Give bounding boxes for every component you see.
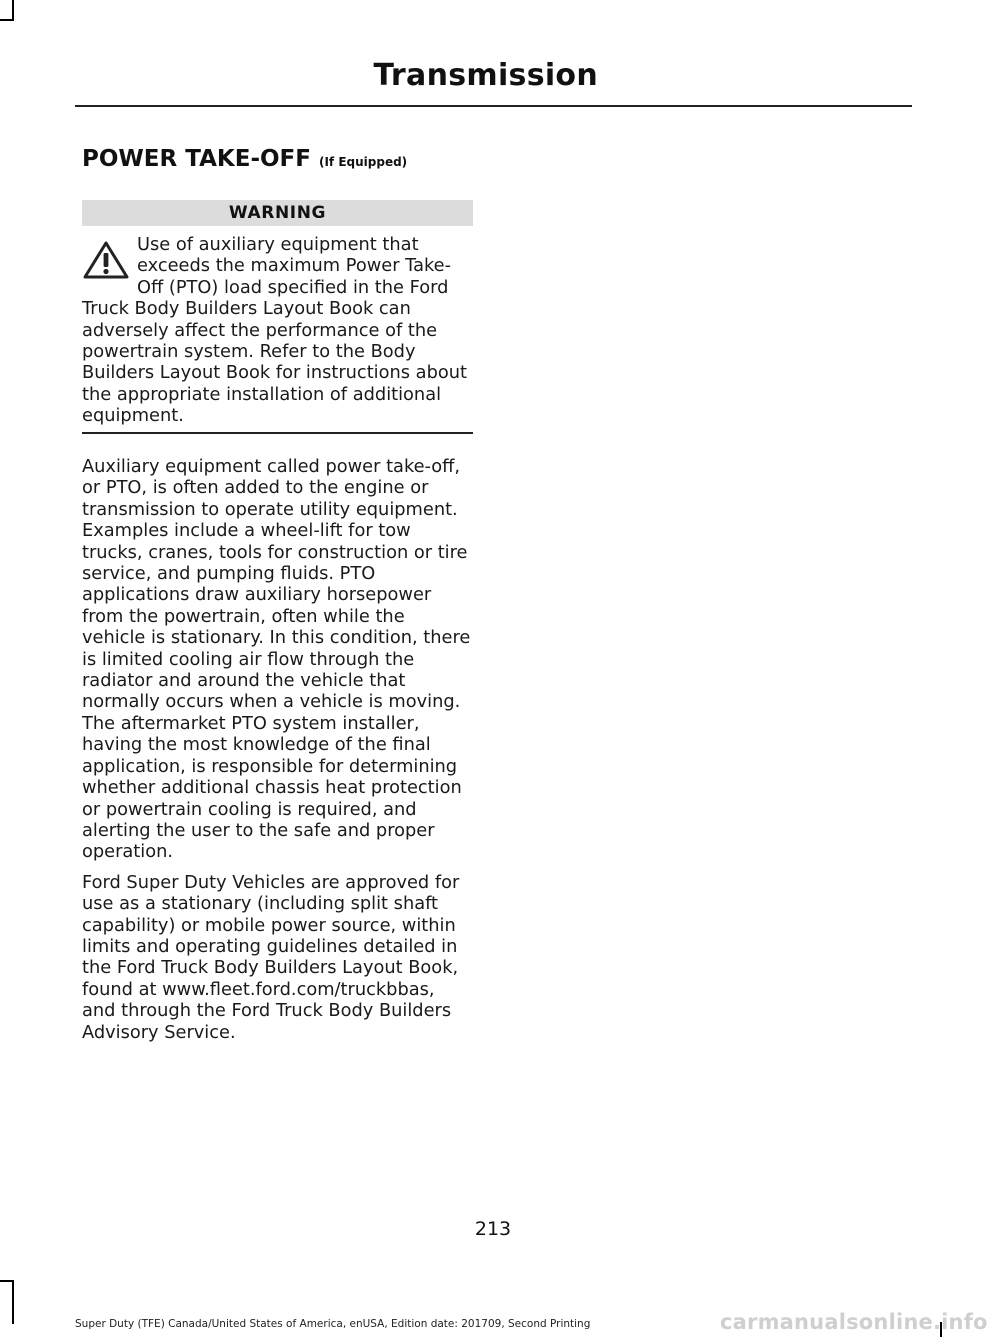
crop-mark-bottom-left-h [0,1280,14,1282]
section-title [82,146,407,172]
crop-mark-top-left [12,0,14,20]
warning-block [82,234,473,427]
watermark: carmanualsonline.info [720,1310,988,1334]
body-text [82,456,473,1052]
section-title-qualifier: (If Equipped) [318,155,408,169]
section-title-text: POWER TAKE-OFF [82,146,311,172]
body-paragraph: Auxiliary equipment called power take-off, or PTO, is often added to the engine or transmission to operate utility equipment. Examples include a wheel-lift for tow trucks, cranes, tools for construction or tire service, and pumping fluids. PTO applications draw auxiliary horsepower from the powertrain, often while the vehicle is stationary. In this condition, there is limited cooling air flow through the radiator and around the vehicle that normally occurs when a vehicle is moving. The aftermarket PTO system installer, having the most knowledge of the final application, is responsible for determining whether additional chassis heat protection or powertrain cooling is required, and alerting the user to the safe and proper operation. [82,456,471,863]
warning-divider [82,432,473,434]
crop-mark-top-left-h [0,19,14,21]
warning-label: WARNING [82,200,473,226]
header-divider [75,105,912,107]
page-number: 213 [474,1218,512,1240]
page-header-title: Transmission [373,58,598,93]
warning-triangle-icon [82,240,130,280]
page-footer: Super Duty (TFE) Canada/United States of America, enUSA, Edition date: 201709, Second Printing [75,1318,591,1330]
crop-mark-bottom-left [12,1280,14,1324]
body-paragraph: Ford Super Duty Vehicles are approved for use as a stationary (including split shaft capability) or mobile power source, within limits and operating guidelines detailed in the Ford Truck Body Builders Layout Book, found at www.fleet.ford.com/truckbbas, and through the Ford Truck Body Builders Advisory Service. [82,871,460,1043]
warning-text: Use of auxiliary equipment that exceeds the maximum Power Take-Off (PTO) load specified in the Ford Truck Body Builders Layout Book can adversely affect the performance of the powertrain system. Refer to the Body Builders Layout Book for instructions about the appropriate installation of additional equipment. [82,234,467,427]
